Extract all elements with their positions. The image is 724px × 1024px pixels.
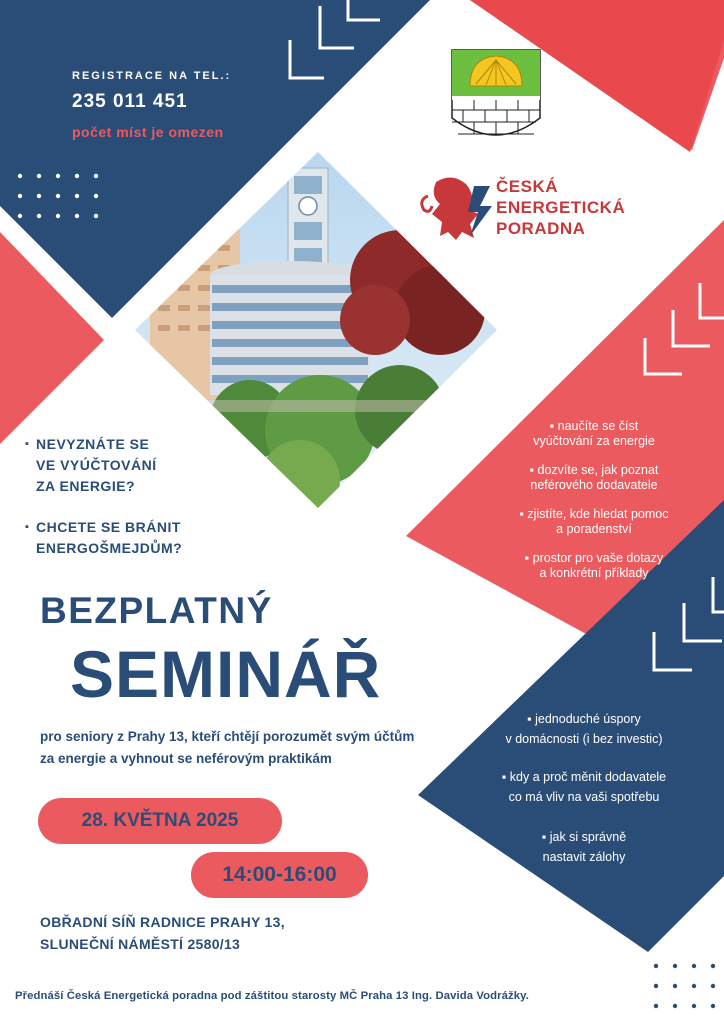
title-free: BEZPLATNÝ [40, 590, 273, 631]
organizer-name-line: ENERGETICKÁ [496, 198, 626, 217]
bullet-icon: ▪ [25, 438, 30, 450]
benefit-line: ▪ jak si správně [541, 830, 627, 844]
benefit-line: ▪ dozvíte se, jak poznat [529, 463, 659, 477]
organizer-name-line: ČESKÁ [496, 177, 559, 196]
question-line: CHCETE SE BRÁNIT [36, 519, 181, 535]
event-venue [40, 911, 285, 955]
question-line: NEVYZNÁTE SE [36, 436, 150, 452]
question-line: ZA ENERGIE? [36, 478, 136, 494]
organizer-name-line: PORADNA [496, 219, 586, 238]
prague-13-coat-of-arms-icon [452, 50, 540, 135]
benefit-item [468, 709, 700, 749]
benefit-item [468, 827, 700, 867]
benefit-line: neférového dodavatele [530, 478, 658, 492]
benefit-item [478, 507, 710, 537]
title-seminar: SEMINÁŘ [70, 637, 382, 711]
benefit-line: ▪ kdy a proč měnit dodavatele [501, 770, 667, 784]
limited-seats-note: počet míst je omezen [72, 124, 224, 140]
benefit-item [478, 463, 710, 493]
registration-phone[interactable]: 235 011 451 [72, 91, 188, 112]
benefit-line: ▪ jednoduché úspory [527, 712, 641, 726]
footer-note: Přednáší Česká Energetická poradna pod záštitou starosty MČ Praha 13 Ing. Davida Vodrážky. [15, 990, 529, 1002]
benefit-line: ▪ naučíte se číst [549, 419, 639, 433]
benefit-line: v domácnosti (i bez investic) [505, 732, 663, 746]
benefit-item [478, 551, 710, 581]
benefit-line: ▪ zjistíte, kde hledat pomoc [519, 507, 669, 521]
seminar-subtitle [40, 726, 480, 770]
benefit-line: a poradenství [556, 522, 632, 536]
venue-line: OBŘADNÍ SÍŇ RADNICE PRAHY 13, [40, 914, 285, 930]
event-date-badge: 28. KVĚTNA 2025 [38, 798, 282, 844]
question-item [25, 434, 157, 497]
benefit-line: co má vliv na vaši spotřebu [508, 790, 660, 804]
question-line: VE VYÚČTOVÁNÍ [36, 457, 157, 473]
benefit-item [478, 419, 710, 449]
question-item [25, 517, 182, 559]
venue-line: SLUNEČNÍ NÁMĚSTÍ 2580/13 [40, 936, 241, 952]
benefit-line: vyúčtování za energie [533, 434, 655, 448]
subtitle-line: pro seniory z Prahy 13, kteří chtějí porozumět svým účtům [40, 729, 415, 744]
bullet-icon: ▪ [25, 521, 30, 533]
benefit-line: a konkrétní příklady [539, 566, 649, 580]
event-time-badge: 14:00-16:00 [191, 852, 368, 898]
organizer-name [496, 176, 625, 239]
benefit-line: nastavit zálohy [542, 850, 626, 864]
lion-lightning-logo-icon [422, 177, 492, 240]
benefit-line: ▪ prostor pro vaše dotazy [524, 551, 664, 565]
question-line: ENERGOŠMEJDŮM? [36, 540, 183, 556]
registration-label: REGISTRACE NA TEL.: [72, 70, 232, 82]
benefit-item [468, 767, 700, 807]
subtitle-line: za energie a vyhnout se neférovým praktikám [40, 751, 332, 766]
